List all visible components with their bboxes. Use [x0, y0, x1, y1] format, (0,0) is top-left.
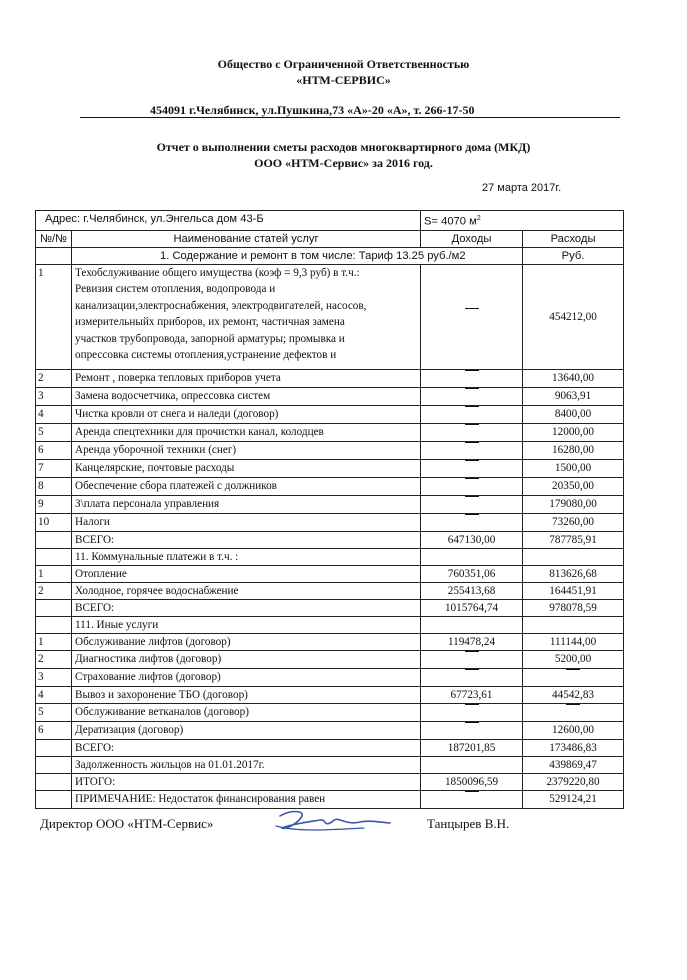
table-row: [36, 441, 624, 459]
row-item-name: Обслуживание ветканалов (договор): [72, 703, 421, 721]
row-expense: 9063,91: [523, 387, 624, 405]
table-row: [36, 650, 624, 668]
table-row: [36, 686, 624, 703]
row-number: 1: [36, 633, 72, 650]
total-label: ИТОГО:: [72, 773, 421, 790]
house-area: S= 4070 $м^2$: [421, 211, 624, 231]
total-label: ВСЕГО:: [72, 739, 421, 756]
org-name-line2: «НТМ-СЕРВИС»: [296, 73, 391, 87]
row-expense: 454212,00: [523, 264, 624, 369]
item-name-line: опрессовка системы отопления,устранение дефектов и: [75, 349, 337, 362]
row-expense: 164451,91: [523, 582, 624, 599]
house-address: Адрес: г.Челябинск, ул.Энгельса дом 43-Б: [36, 211, 421, 231]
total-label: ПРИМЕЧАНИЕ: Недостаток финансирования равен: [72, 790, 421, 808]
item-name-line: канализации,электроснабжения, электродвигателей, насосов,: [75, 299, 367, 312]
row-number: 5: [36, 423, 72, 441]
table-row: [36, 565, 624, 582]
row-income: [421, 264, 523, 369]
director-signature-icon: [268, 806, 408, 840]
dash-mark: [465, 514, 479, 531]
total-label: Задолженность жильцов на 01.01.2017г.: [72, 756, 421, 773]
row-item-name: Диагностика лифтов (договор): [72, 650, 421, 668]
dash-mark: [566, 669, 580, 686]
item-name-line: участков трубопровода, запорной арматуры; промывка и: [75, 332, 345, 345]
row-expense: 8400,00: [523, 405, 624, 423]
row-item-name: Чистка кровли от снега и наледи (договор): [72, 405, 421, 423]
row-number: 5: [36, 703, 72, 721]
dash-mark: [465, 406, 479, 423]
row-item-name: Замена водосчетчика, опрессовка систем: [72, 387, 421, 405]
row-item-name: Холодное, горячее водоснабжение: [72, 582, 421, 599]
dash-mark: [465, 460, 479, 477]
row-number: 1: [36, 264, 72, 369]
row-expense: 44542,83: [523, 686, 624, 703]
row-expense: 73260,00: [523, 513, 624, 531]
row-number: 6: [36, 721, 72, 739]
row-number: 8: [36, 477, 72, 495]
total-expense: 439869,47: [523, 756, 624, 773]
report-title-line1: Отчет о выполнении сметы расходов многоквартирного дома (МКД): [156, 140, 531, 154]
table-row: [36, 423, 624, 441]
row-expense: 12600,00: [523, 721, 624, 739]
empty-num-cell: [36, 616, 72, 633]
report-title-line2: ООО «НТМ-Сервис» за 2016 год.: [254, 156, 433, 170]
total-income: 1850096,59: [421, 773, 523, 790]
col-header-num: №/№: [36, 230, 72, 247]
row-income: 119478,24: [421, 633, 523, 650]
dash-mark: [465, 478, 479, 495]
row-expense: [523, 703, 624, 721]
table-row: [36, 668, 624, 686]
row-item-name: Аренда уборочной техники (снег): [72, 441, 421, 459]
row-item-name: Налоги: [72, 513, 421, 531]
row-income: [421, 405, 523, 423]
dash-mark: [465, 308, 479, 325]
row-income: [421, 721, 523, 739]
row-income: [421, 387, 523, 405]
dash-mark: [465, 791, 479, 808]
section1-total-row: [36, 531, 624, 548]
row-expense: 1500,00: [523, 459, 624, 477]
col-header-expense: Расходы: [523, 230, 624, 247]
row-income: [421, 668, 523, 686]
empty-expense-cell: [523, 548, 624, 565]
row-income: [421, 703, 523, 721]
empty-num-cell: [36, 548, 72, 565]
total-expense: 2379220,80: [523, 773, 624, 790]
total-income: [421, 790, 523, 808]
empty-income-cell: [421, 616, 523, 633]
empty-num-cell: [36, 790, 72, 808]
empty-num-cell: [36, 756, 72, 773]
row-number: 3: [36, 387, 72, 405]
address-row: [36, 211, 624, 231]
row-expense: 20350,00: [523, 477, 624, 495]
row-income: 67723,61: [421, 686, 523, 703]
total-label: ВСЕГО:: [72, 531, 421, 548]
report-date: 27 марта 2017г.: [482, 182, 562, 194]
table-row: [36, 477, 624, 495]
dash-mark: [465, 704, 479, 721]
row-income: [421, 441, 523, 459]
total-label: ВСЕГО:: [72, 599, 421, 616]
section1-title: 1. Содержание и ремонт в том числе: Тариф 13.25 руб./м2: [72, 247, 523, 264]
total-income: 647130,00: [421, 531, 523, 548]
row-item-name: Страхование лифтов (договор): [72, 668, 421, 686]
row-number: 4: [36, 405, 72, 423]
row-number: 10: [36, 513, 72, 531]
row-number: 9: [36, 495, 72, 513]
dash-mark: [465, 496, 479, 513]
row-item-name: Обеспечение сбора платежей с должников: [72, 477, 421, 495]
total-expense: 529124,21: [523, 790, 624, 808]
table-row: [36, 703, 624, 721]
total-expense: 173486,83: [523, 739, 624, 756]
table-row: [36, 721, 624, 739]
total-income: [421, 756, 523, 773]
table-row: [36, 513, 624, 531]
section3-header-row: [36, 616, 624, 633]
row-expense: 16280,00: [523, 441, 624, 459]
empty-num-cell: [36, 739, 72, 756]
row-expense: 12000,00: [523, 423, 624, 441]
item-name-line: Ревизия систем отопления, водопровода и: [75, 283, 276, 296]
table-row: [36, 495, 624, 513]
row-item-name: Обслуживание лифтов (договор): [72, 633, 421, 650]
row-number: 2: [36, 369, 72, 387]
row-expense: 179080,00: [523, 495, 624, 513]
row-income: [421, 477, 523, 495]
section2-header-row: [36, 548, 624, 565]
section2-total-row: [36, 599, 624, 616]
debt-row: [36, 756, 624, 773]
section-title: 11. Коммунальные платежи в т.ч. :: [72, 548, 421, 565]
director-label: Директор ООО «НТМ-Сервис»: [40, 816, 214, 831]
table-header-row: [36, 230, 624, 247]
dash-mark: [566, 704, 580, 721]
table-row: [36, 264, 624, 369]
dash-mark: [465, 424, 479, 441]
row-income: [421, 423, 523, 441]
col-header-name: Наименование статей услуг: [72, 230, 421, 247]
section3-total-row: [36, 739, 624, 756]
table-row: [36, 387, 624, 405]
empty-num-cell: [36, 599, 72, 616]
section-title: 111. Иные услуги: [72, 616, 421, 633]
table-row: [36, 633, 624, 650]
row-item-name: Вывоз и захоронение ТБО (договор): [72, 686, 421, 703]
empty-income-cell: [421, 548, 523, 565]
expense-report-table: [35, 210, 624, 809]
row-number: 3: [36, 668, 72, 686]
empty-num-cell: [36, 773, 72, 790]
grand-total-row: [36, 773, 624, 790]
row-number: 6: [36, 441, 72, 459]
row-number: 7: [36, 459, 72, 477]
row-expense: 813626,68: [523, 565, 624, 582]
item-name-line: Техобслуживание общего имущества (коэф = 9,3 руб) в т.ч.:: [75, 266, 360, 279]
row-income: 255413,68: [421, 582, 523, 599]
row-item-name: Дератизация (договор): [72, 721, 421, 739]
section1-unit: Руб.: [523, 247, 624, 264]
row-number: 2: [36, 650, 72, 668]
row-number: 4: [36, 686, 72, 703]
director-name: Танцырев В.Н.: [427, 816, 510, 831]
row-number: 2: [36, 582, 72, 599]
dash-mark: [465, 388, 479, 405]
row-expense: 13640,00: [523, 369, 624, 387]
empty-num-cell: [36, 531, 72, 548]
table-row: [36, 405, 624, 423]
row-expense: [523, 668, 624, 686]
row-item-name: [72, 264, 421, 369]
dash-mark: [465, 722, 479, 739]
row-income: [421, 369, 523, 387]
col-header-income: Доходы: [421, 230, 523, 247]
total-income: 1015764,74: [421, 599, 523, 616]
total-income: 187201,85: [421, 739, 523, 756]
empty-expense-cell: [523, 616, 624, 633]
section1-header-row: [36, 247, 624, 264]
row-item-name: З\плата персонала управления: [72, 495, 421, 513]
row-income: [421, 459, 523, 477]
address-underline: [80, 117, 620, 118]
row-item-name: Канцелярские, почтовые расходы: [72, 459, 421, 477]
dash-mark: [465, 651, 479, 668]
total-expense: 787785,91: [523, 531, 624, 548]
org-name-line1: Общество с Ограниченной Ответственностью: [217, 57, 470, 71]
row-expense: 5200,00: [523, 650, 624, 668]
row-item-name: Ремонт , поверка тепловых приборов учета: [72, 369, 421, 387]
row-income: [421, 495, 523, 513]
org-address: 454091 г.Челябинск, ул.Пушкина,73 «А»-20 «А», т. 266-17-50: [150, 103, 475, 117]
dash-mark: [465, 442, 479, 459]
table-row: [36, 459, 624, 477]
row-item-name: Отопление: [72, 565, 421, 582]
row-number: 1: [36, 565, 72, 582]
row-income: [421, 650, 523, 668]
dash-mark: [465, 370, 479, 387]
table-row: [36, 369, 624, 387]
table-row: [36, 582, 624, 599]
total-expense: 978078,59: [523, 599, 624, 616]
row-item-name: Аренда спецтехники для прочистки канал, колодцев: [72, 423, 421, 441]
dash-mark: [465, 669, 479, 686]
row-income: [421, 513, 523, 531]
row-income: 760351,06: [421, 565, 523, 582]
row-expense: 111144,00: [523, 633, 624, 650]
item-name-line: измерительныйх приборов, их ремонт, частичная замена: [75, 316, 345, 329]
